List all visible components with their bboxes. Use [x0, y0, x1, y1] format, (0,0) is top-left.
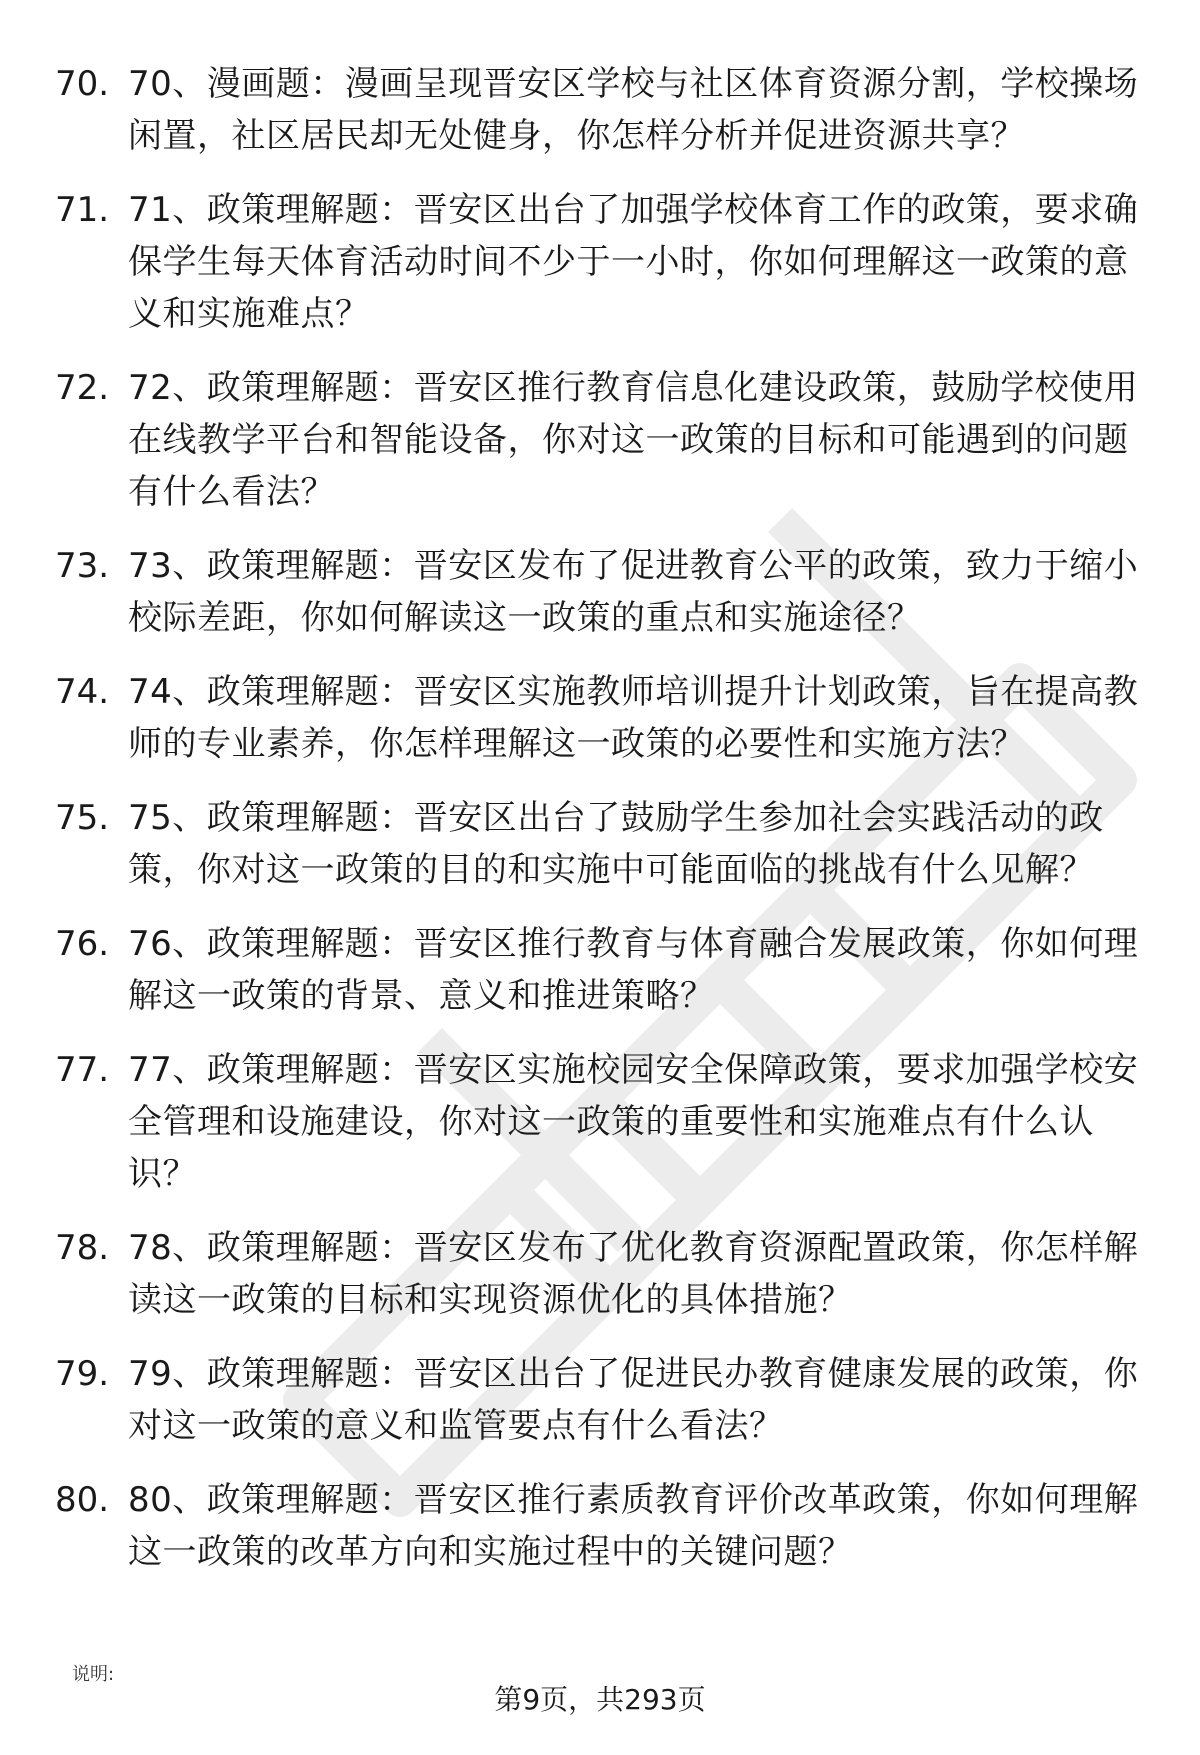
- question-number: 75.: [55, 798, 110, 838]
- question-text: 78、政策理解题：晋安区发布了优化教育资源配置政策，你怎样解读这一政策的目标和实现资源优化的具体措施？: [128, 1228, 1139, 1320]
- question-text: 73、政策理解题：晋安区发布了促进教育公平的政策，致力于缩小校际差距，你如何解读这一政策的重点和实施途径？: [128, 546, 1139, 638]
- question-text: 74、政策理解题：晋安区实施教师培训提升计划政策，旨在提高教师的专业素养，你怎样理解这一政策的必要性和实施方法？: [128, 672, 1139, 764]
- question-number: 71.: [55, 190, 110, 230]
- question-number: 70.: [55, 64, 110, 104]
- question-number: 74.: [55, 672, 110, 712]
- question-list: [0, 58, 1200, 1600]
- question-item: [0, 540, 1200, 644]
- question-text: 71、政策理解题：晋安区出台了加强学校体育工作的政策，要求确保学生每天体育活动时间不少于一小时，你如何理解这一政策的意义和实施难点？: [128, 190, 1139, 334]
- question-number: 80.: [55, 1480, 110, 1520]
- question-number: 76.: [55, 924, 110, 964]
- question-number: 78.: [55, 1228, 110, 1268]
- question-item: [0, 184, 1200, 340]
- question-text: 70、漫画题：漫画呈现晋安区学校与社区体育资源分割，学校操场闲置，社区居民却无处健身，你怎样分析并促进资源共享？: [128, 64, 1139, 156]
- question-text: 75、政策理解题：晋安区出台了鼓励学生参加社会实践活动的政策，你对这一政策的目的和实施中可能面临的挑战有什么见解？: [128, 798, 1104, 890]
- question-item: [0, 1044, 1200, 1200]
- question-number: 72.: [55, 368, 110, 408]
- note-label: 说明:: [72, 1664, 115, 1685]
- question-item: [0, 1222, 1200, 1326]
- question-text: 77、政策理解题：晋安区实施校园安全保障政策，要求加强学校安全管理和设施建设，你对这一政策的重要性和实施难点有什么认识？: [128, 1050, 1139, 1194]
- question-text: 80、政策理解题：晋安区推行素质教育评价改革政策，你如何理解这一政策的改革方向和实施过程中的关键问题？: [128, 1480, 1139, 1572]
- question-item: [0, 362, 1200, 518]
- question-item: [0, 58, 1200, 162]
- page-indicator: 第9页，共293页: [494, 1683, 706, 1716]
- question-item: [0, 1348, 1200, 1452]
- question-text: 79、政策理解题：晋安区出台了促进民办教育健康发展的政策，你对这一政策的意义和监管要点有什么看法？: [128, 1354, 1139, 1446]
- question-item: [0, 1474, 1200, 1578]
- question-text: 72、政策理解题：晋安区推行教育信息化建设政策，鼓励学校使用在线教学平台和智能设备，你对这一政策的目标和可能遇到的问题有什么看法？: [128, 368, 1139, 512]
- question-item: [0, 792, 1200, 896]
- question-number: 73.: [55, 546, 110, 586]
- question-item: [0, 918, 1200, 1022]
- question-text: 76、政策理解题：晋安区推行教育与体育融合发展政策，你如何理解这一政策的背景、意义和推进策略？: [128, 924, 1139, 1016]
- question-number: 79.: [55, 1354, 110, 1394]
- question-number: 77.: [55, 1050, 110, 1090]
- question-item: [0, 666, 1200, 770]
